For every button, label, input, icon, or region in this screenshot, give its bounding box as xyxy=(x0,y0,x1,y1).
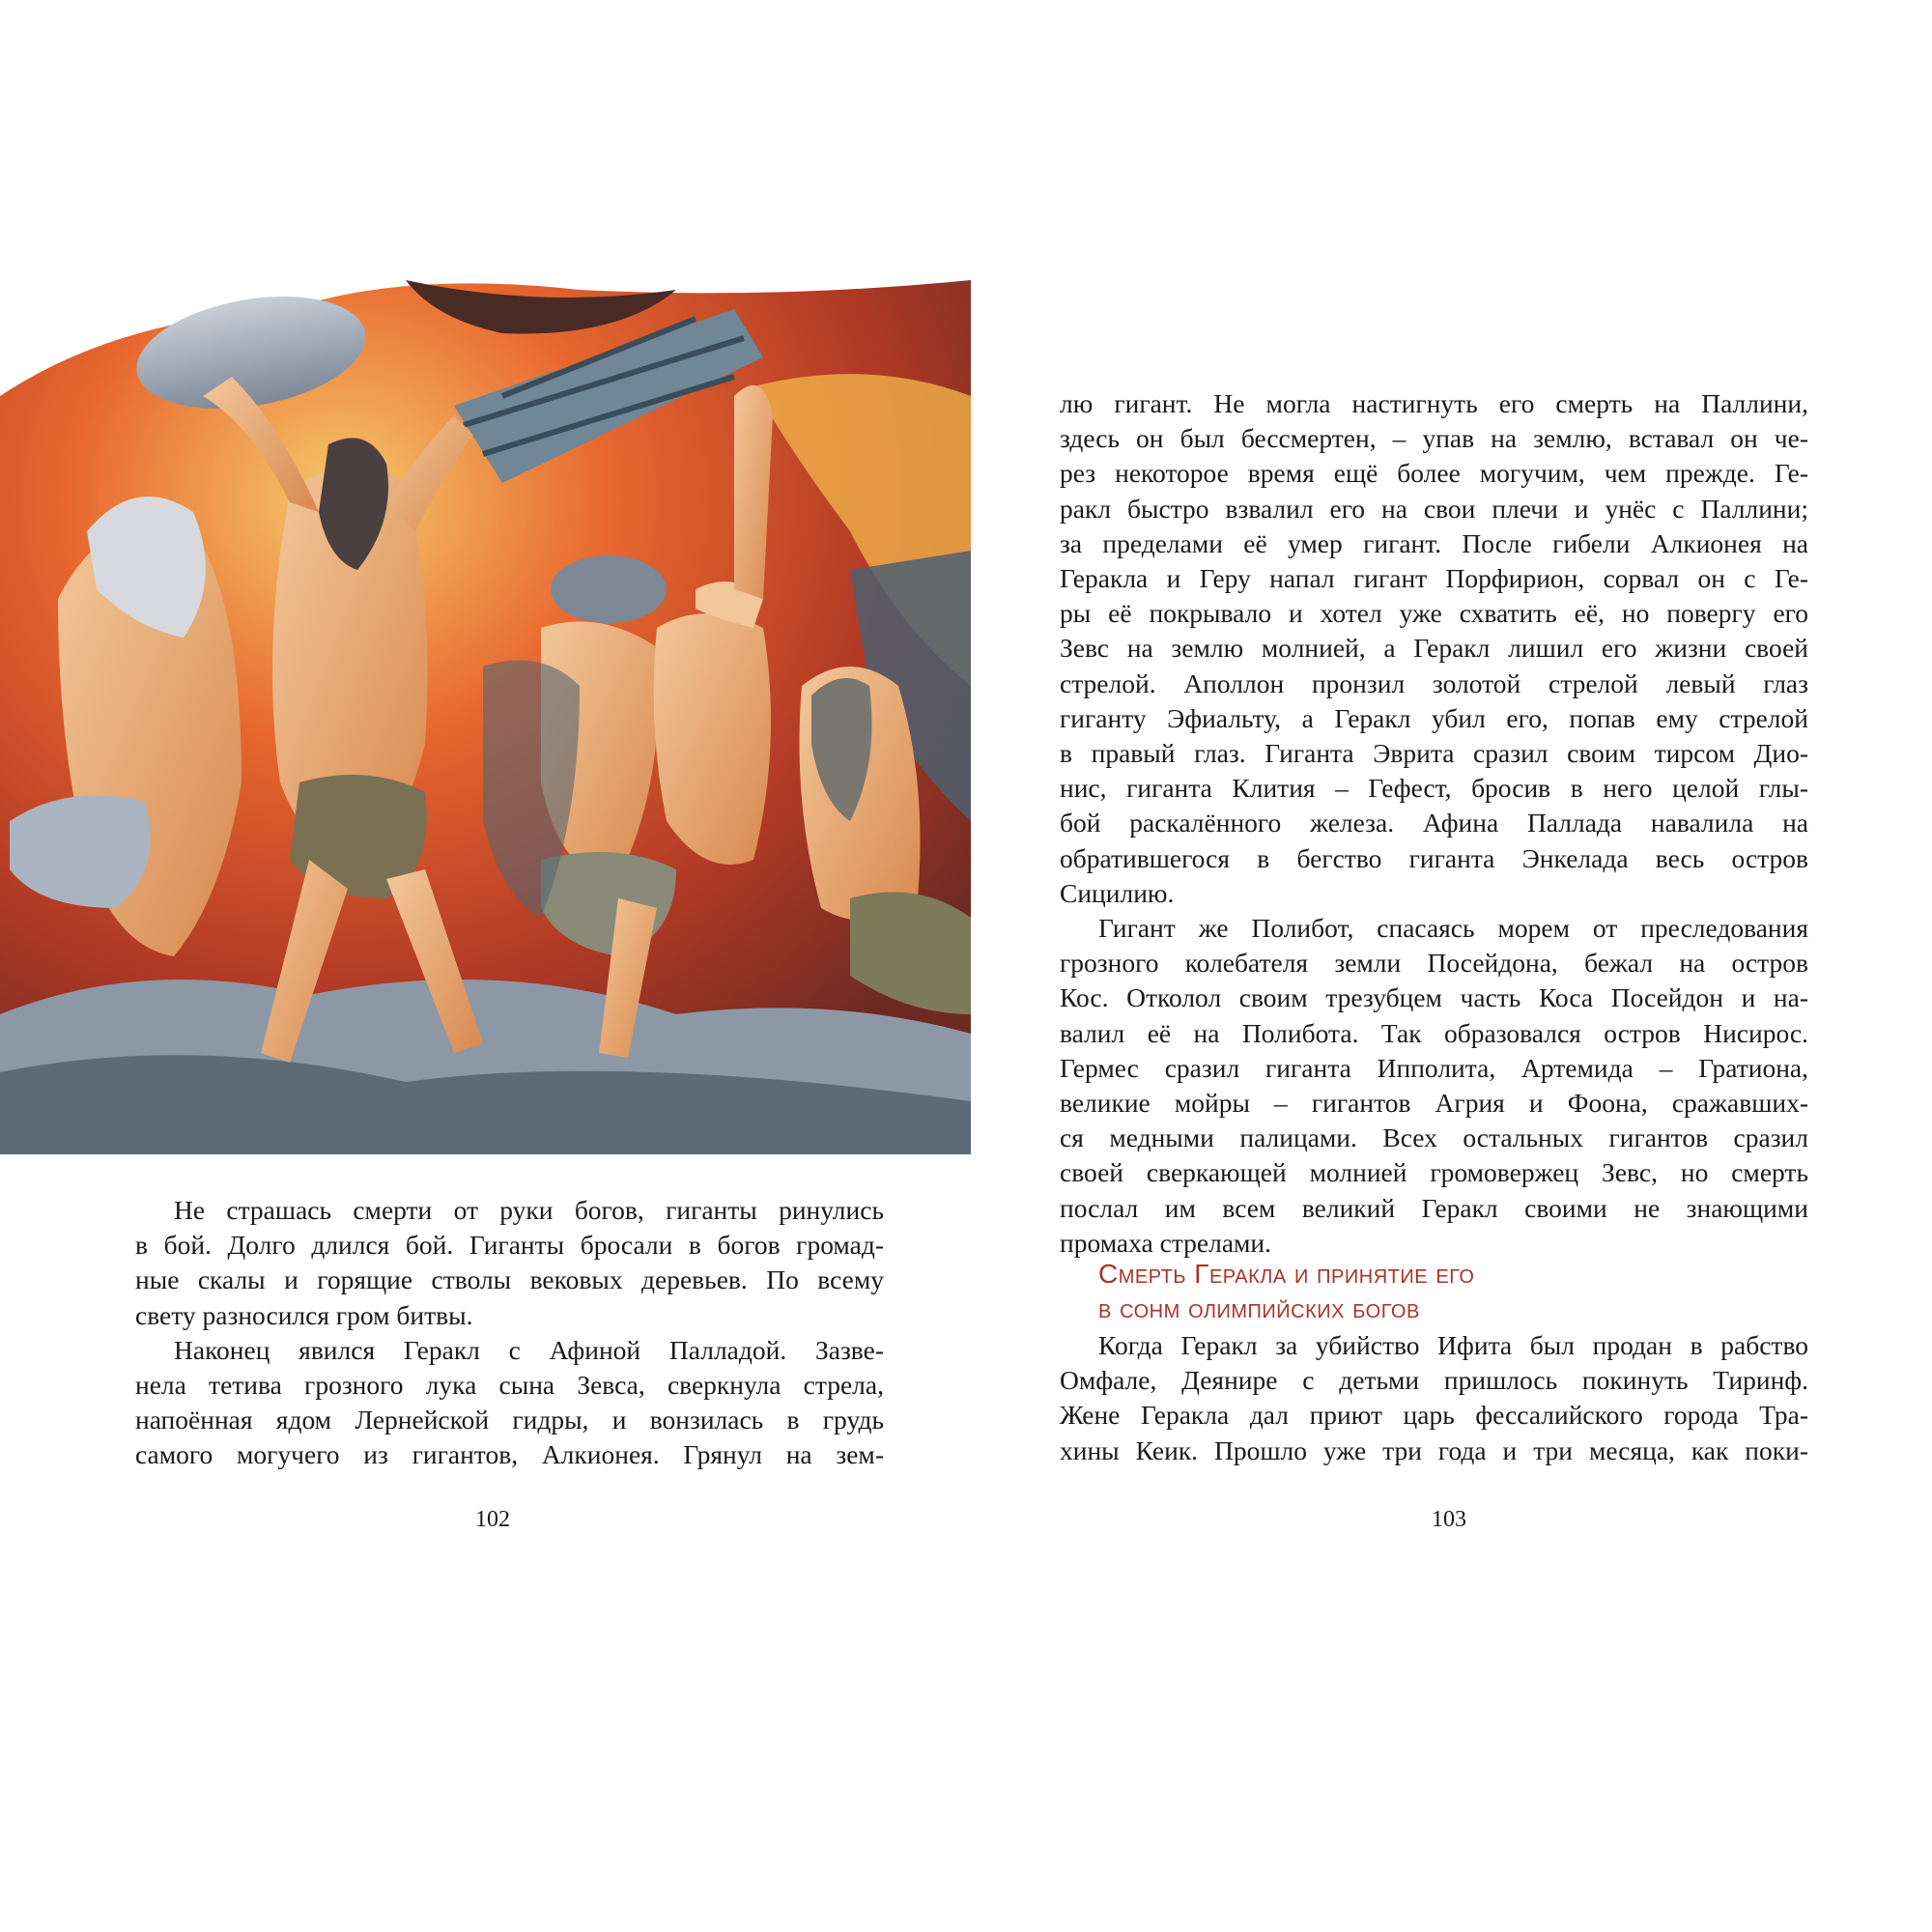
text-line: лю гигант. Не могла настигнуть его смерть на Паллини, xyxy=(1060,388,1808,418)
text-line: нела тетива грозного лука сына Зевса, сверкнула стрела, xyxy=(135,1370,884,1401)
giants-battle-illustration xyxy=(0,280,971,1154)
text-line: стрелой. Аполлон пронзил золотой стрелой левый глаз xyxy=(1060,668,1808,698)
text-line: Гигант же Полибот, спасаясь морем от преследования xyxy=(1098,913,1808,944)
text-line: в правый глаз. Гиганта Эврита сразил своим тирсом Дио- xyxy=(1060,738,1808,769)
text-line: ры её покрывало и хотел уже схватить её, но повергу его xyxy=(1060,598,1808,629)
text-line: хины Кеик. Прошло уже три года и три месяца, как поки- xyxy=(1060,1435,1808,1465)
text-line: ные скалы и горящие стволы вековых деревьев. По всему xyxy=(135,1264,884,1295)
text-line: Геракла и Геру напал гигант Порфирион, сорвал он с Ге- xyxy=(1060,563,1808,594)
text-line: Когда Геракл за убийство Ифита был продан в рабство xyxy=(1098,1330,1808,1360)
text-line: великие мойры – гигантов Агрия и Фоона, сражавших- xyxy=(1060,1088,1808,1119)
text-line: Сицилию. xyxy=(1060,877,1175,908)
left-page-text xyxy=(135,1193,884,1473)
text-line: обратившегося в бегство гиганта Энкелада весь остров xyxy=(1060,842,1808,873)
text-line: рез некоторое время ещё более могучим, чем прежде. Ге- xyxy=(1060,458,1808,489)
section-heading xyxy=(1098,1257,1833,1326)
page-number-left: 102 xyxy=(475,1507,510,1532)
text-line: ся медными палицами. Всех остальных гигантов сразил xyxy=(1060,1122,1808,1153)
text-line: Наконец явился Геракл с Афиной Палладой. Зазве- xyxy=(174,1334,884,1365)
text-line: ракл быстро взвалил его на свои плечи и унёс с Паллини; xyxy=(1060,493,1808,524)
text-line: своей сверкающей молнией громовержец Зевс, но смерть xyxy=(1060,1157,1808,1188)
text-line: Не страшась смерти от руки богов, гиганты ринулись xyxy=(174,1195,884,1225)
right-page-text-top xyxy=(1060,386,1808,1261)
text-line: гиганту Эфиальту, а Геракл убил его, попав ему стрелой xyxy=(1060,702,1808,733)
text-line: Гермес сразил гиганта Ипполита, Артемида – Гратиона, xyxy=(1060,1052,1808,1083)
right-page xyxy=(966,0,1932,1932)
text-line: грозного колебателя земли Посейдона, бежал на остров xyxy=(1060,948,1808,979)
text-line: свету разносился гром битвы. xyxy=(135,1299,473,1330)
text-line: Кос. Отколол своим трезубцем часть Коса Посейдон и на- xyxy=(1060,982,1808,1013)
text-line: напоённая ядом Лернейской гидры, и вонзилась в грудь xyxy=(135,1405,884,1435)
heading-line: Смерть Геракла и принятие его xyxy=(1098,1259,1475,1289)
paragraph xyxy=(1060,911,1808,1261)
paragraph xyxy=(1060,1328,1808,1468)
text-line: Зевс на землю молнией, а Геракл лишил его жизни своей xyxy=(1060,633,1808,664)
paragraph xyxy=(135,1333,884,1473)
text-line: бой раскалённого железа. Афина Паллада навалила на xyxy=(1060,808,1808,838)
text-line: послал им всем великий Геракл своими не знающими xyxy=(1060,1192,1808,1223)
text-line: Омфале, Деянире с детьми пришлось покинуть Тиринф. xyxy=(1060,1365,1808,1396)
page-number-right: 103 xyxy=(1432,1507,1466,1532)
text-line: Жене Геракла дал приют царь фессалийского города Тра- xyxy=(1060,1400,1808,1431)
heading-line: в сонм олимпийских богов xyxy=(1098,1293,1420,1323)
text-line: валил её на Полибота. Так образовался остров Нисирос. xyxy=(1060,1017,1808,1048)
text-line: в бой. Долго длился бой. Гиганты бросали в богов громад- xyxy=(135,1230,884,1261)
text-line: здесь он был бессмертен, – упав на землю, вставал он че- xyxy=(1060,423,1808,454)
right-page-text-bottom xyxy=(1060,1328,1808,1468)
text-line: нис, гиганта Клития – Гефест, бросив в него целой глы- xyxy=(1060,773,1808,804)
paragraph xyxy=(1060,386,1808,911)
paragraph xyxy=(135,1193,884,1333)
text-line: промаха стрелами. xyxy=(1060,1227,1272,1258)
text-line: за пределами её умер гигант. После гибели Алкионея на xyxy=(1060,527,1808,558)
giants-battle-image xyxy=(0,280,971,1154)
text-line: самого могучего из гигантов, Алкионея. Грянул на зем- xyxy=(135,1439,884,1470)
